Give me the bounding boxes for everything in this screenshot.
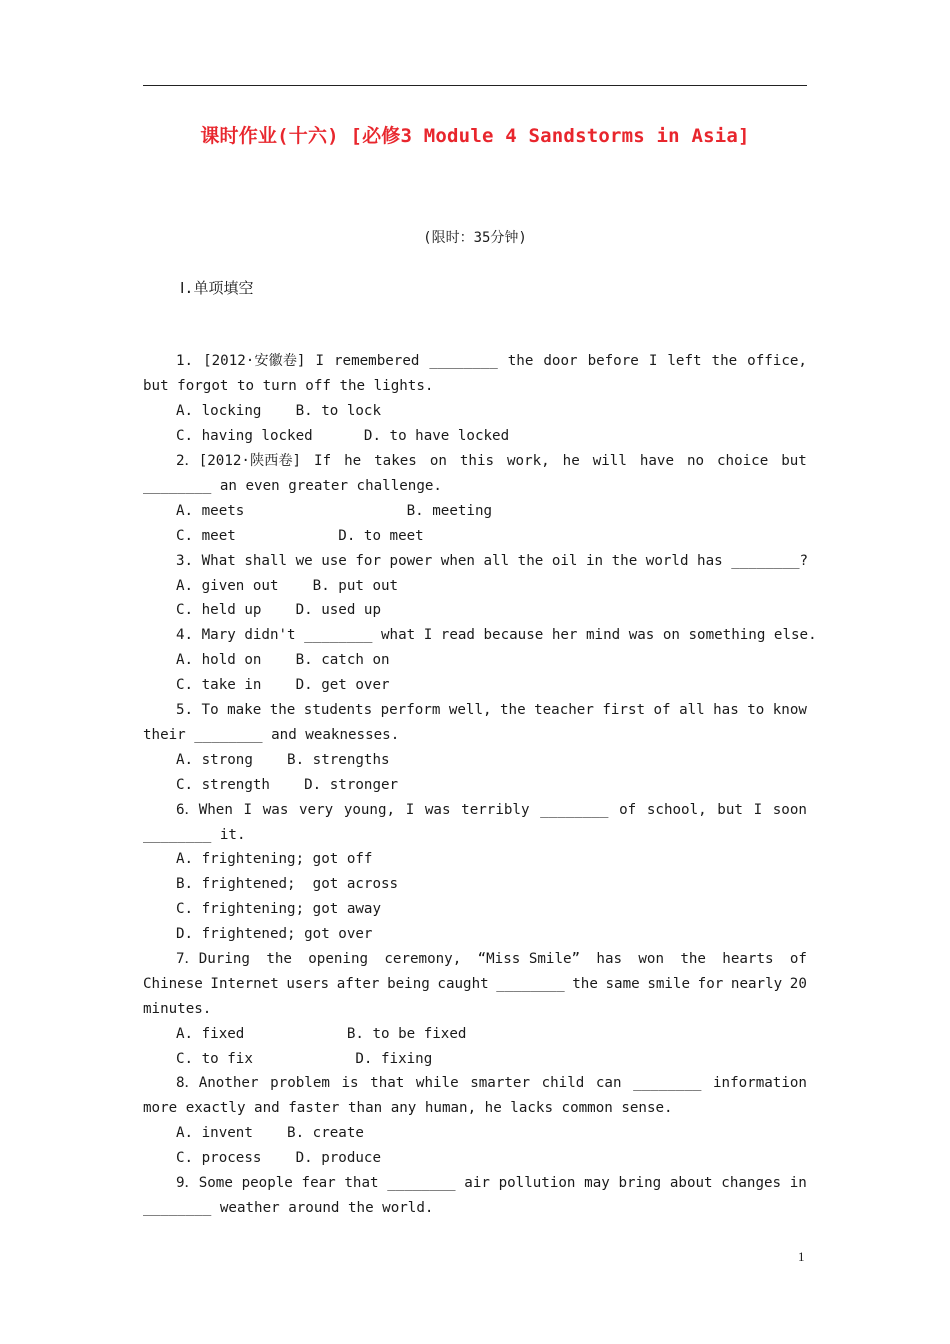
question-9-line-1 (176, 1174, 807, 1192)
word: being (387, 976, 430, 992)
word: that (370, 1075, 405, 1091)
question-2-line-1 (176, 452, 807, 470)
word: the (507, 353, 534, 369)
question-7-line-1 (176, 950, 807, 968)
word: of (653, 702, 671, 718)
word: on (429, 453, 447, 469)
word: perform (380, 702, 441, 718)
word: all (679, 702, 705, 718)
word: has (596, 951, 623, 967)
word: pollution (498, 1175, 576, 1191)
word: he (344, 453, 362, 469)
word: young, (343, 802, 396, 818)
word: have (639, 453, 674, 469)
word: terribly (461, 802, 530, 818)
question-6-option-d: D. frightened; got over (176, 926, 373, 942)
word: the (269, 702, 296, 718)
word: 1. (176, 353, 194, 369)
question-2-options-cd: C. meet D. to meet (176, 528, 424, 544)
word: I (648, 353, 658, 369)
word: to (747, 702, 765, 718)
word: left (667, 353, 702, 369)
word: 8．Another (176, 1075, 259, 1091)
word: Internet (210, 976, 279, 992)
word: of (789, 951, 807, 967)
word: no (686, 453, 705, 469)
word: know (772, 702, 807, 718)
word: while (415, 1075, 459, 1091)
page-number: 1 (798, 1249, 805, 1264)
word: same (605, 976, 640, 992)
question-5-line-1 (176, 701, 807, 719)
word: If (314, 453, 332, 469)
word: 6．When (176, 802, 233, 818)
word: 2．[2012·陕西卷] (176, 453, 302, 469)
word: in (789, 1175, 807, 1191)
word: the (711, 353, 738, 369)
question-4-line-1: 4. Mary didn't ________ what I read because her mind was on something else. (176, 627, 817, 643)
word: hearts (722, 951, 774, 967)
word: the (680, 951, 706, 967)
word: but (717, 802, 743, 818)
question-5-options-ab: A. strong B. strengths (176, 752, 390, 768)
word: that (344, 1175, 379, 1191)
question-5-options-cd: C. strength D. stronger (176, 777, 399, 793)
question-4-options-cd: C. take in D. get over (176, 677, 390, 693)
word: opening (308, 951, 369, 967)
word: I (753, 802, 763, 818)
word: well, (448, 702, 492, 718)
word: [2012·安徽卷] (203, 353, 306, 369)
header-rule (143, 85, 807, 86)
word: work, (506, 453, 550, 469)
question-8-line-2: more exactly and faster than any human, he lacks common sense. (143, 1100, 673, 1116)
word: will (592, 453, 627, 469)
word: people (241, 1175, 293, 1191)
page-title: 课时作业(十六) [必修3 Module 4 Sandstorms in Asia] (200, 125, 750, 147)
section-heading: Ⅰ.单项填空 (180, 279, 254, 297)
word: child (541, 1075, 585, 1091)
question-7-line-2 (143, 975, 807, 993)
question-5-line-2: their ________ and weaknesses. (143, 727, 400, 743)
word: the (266, 951, 292, 967)
question-7-line-3: minutes. (143, 1001, 212, 1017)
question-8-options-cd: C. process D. produce (176, 1150, 381, 1166)
time-limit: (限时：35分钟) (423, 230, 527, 246)
word: was (262, 802, 289, 818)
word: users (286, 976, 330, 992)
word: he (562, 453, 580, 469)
word: I (315, 353, 324, 369)
word: the (572, 976, 598, 992)
word: caught (437, 976, 489, 992)
word: this (459, 453, 495, 469)
word: 9．Some (176, 1175, 233, 1191)
word: I (405, 802, 415, 818)
word: ________ (496, 976, 565, 992)
word: door (543, 353, 578, 369)
word: changes (721, 1175, 782, 1191)
word: the (500, 702, 526, 718)
word: I (243, 802, 253, 818)
word: “Miss Smile” (477, 951, 581, 967)
word: soon (772, 802, 807, 818)
word: school, (646, 802, 707, 818)
word: smarter (470, 1075, 530, 1091)
question-1-options-cd: C. having locked D. to have locked (176, 428, 510, 444)
word: fear (301, 1175, 336, 1191)
word: very (299, 802, 334, 818)
word: smile (647, 976, 691, 992)
question-3-options-cd: C. held up D. used up (176, 602, 381, 618)
word: 20 (789, 976, 807, 992)
word: ________ (540, 802, 609, 818)
word: after (336, 976, 380, 992)
word: To (201, 702, 219, 718)
word: bring (618, 1175, 662, 1191)
question-1-line-2: but forgot to turn off the lights. (143, 378, 434, 394)
word: can (595, 1075, 622, 1091)
word: students (303, 702, 373, 718)
word: has (713, 702, 739, 718)
word: Chinese (143, 976, 203, 992)
word: before (587, 353, 639, 369)
question-6-line-2: ________ it. (143, 827, 246, 843)
word: is (341, 1075, 359, 1091)
question-9-line-2: ________ weather around the world. (143, 1200, 434, 1216)
word: remembered (334, 353, 420, 369)
word: office, (747, 353, 807, 369)
word: ________ (387, 1175, 456, 1191)
question-6-option-a: A. frightening; got off (176, 851, 373, 867)
word: nearly (730, 976, 783, 992)
question-2-line-2: ________ an even greater challenge. (143, 478, 442, 494)
word: choice (717, 453, 769, 469)
question-1-line-1 (176, 352, 807, 370)
word: 7．During (176, 951, 250, 967)
question-3-line-1: 3. What shall we use for power when all the oil in the world has ________? (176, 553, 809, 569)
word: make (227, 702, 262, 718)
word: takes (374, 453, 417, 469)
word: information (713, 1075, 807, 1091)
question-4-options-ab: A. hold on B. catch on (176, 652, 390, 668)
word: may (584, 1175, 610, 1191)
question-6-option-c: C. frightening; got away (176, 901, 381, 917)
question-2-options-ab: A. meets B. meeting (176, 503, 493, 519)
question-3-options-ab: A. given out B. put out (176, 578, 399, 594)
word: ________ (633, 1075, 702, 1091)
word: about (669, 1175, 713, 1191)
word: of (619, 802, 637, 818)
word: won (638, 951, 664, 967)
word: 5. (176, 702, 194, 718)
word: problem (270, 1075, 330, 1091)
word: for (697, 976, 724, 992)
word: air (464, 1175, 490, 1191)
question-7-options-cd: C. to fix D. fixing (176, 1051, 433, 1067)
word: ________ (429, 353, 498, 369)
word: but (781, 453, 807, 469)
word: was (424, 802, 451, 818)
question-1-options-ab: A. locking B. to lock (176, 403, 381, 419)
question-6-option-b: B. frightened; got across (176, 876, 399, 892)
question-8-line-1 (176, 1074, 807, 1092)
question-6-line-1 (176, 801, 807, 819)
word: ceremony, (384, 951, 462, 967)
word: teacher (534, 702, 594, 718)
question-7-options-ab: A. fixed B. to be fixed (176, 1026, 467, 1042)
word: first (602, 702, 646, 718)
question-8-options-ab: A. invent B. create (176, 1125, 364, 1141)
